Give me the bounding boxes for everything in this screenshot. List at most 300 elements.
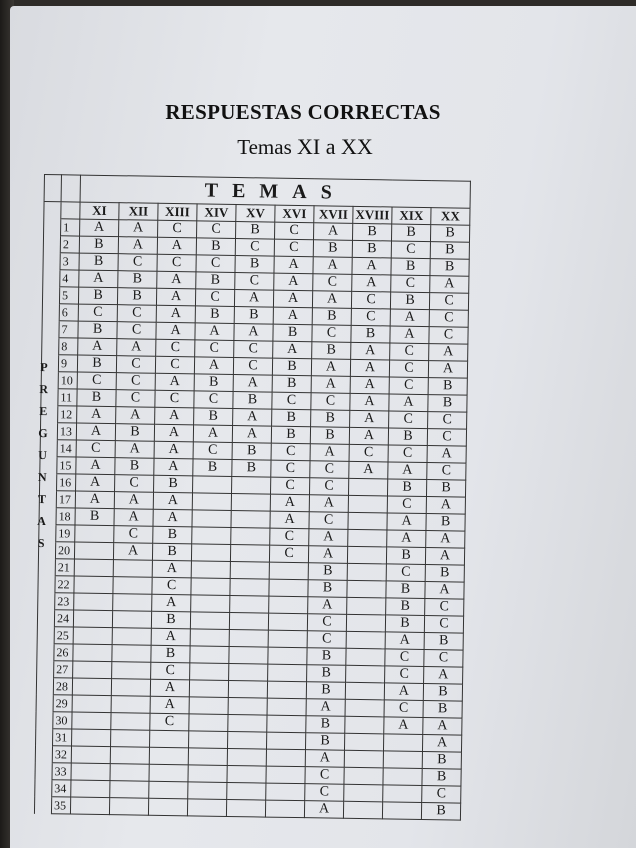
question-number: 11: [58, 389, 77, 406]
answer-cell: A: [77, 406, 116, 424]
answer-cell: A: [309, 495, 348, 513]
answer-cell: A: [306, 699, 345, 717]
question-number: 18: [56, 508, 75, 525]
answer-cell: C: [155, 390, 194, 408]
side-cell: [44, 219, 61, 236]
question-number: 20: [55, 542, 74, 559]
answer-cell: A: [428, 361, 467, 379]
answer-cell: C: [388, 445, 427, 463]
answer-cell: [113, 594, 152, 612]
answer-cell: [348, 478, 387, 496]
page-title: RESPUESTAS CORRECTAS: [165, 100, 441, 124]
answer-cell: B: [194, 374, 233, 392]
answer-cell: [229, 629, 268, 647]
answer-cell: [229, 612, 268, 630]
answer-cell: A: [387, 513, 426, 531]
answer-cell: C: [76, 440, 115, 458]
answer-cell: A: [314, 223, 353, 241]
question-number: 9: [58, 355, 77, 372]
side-cell: [37, 643, 54, 660]
answer-cell: C: [271, 477, 310, 495]
answer-cell: C: [429, 327, 468, 345]
answer-cell: C: [150, 713, 189, 731]
answer-cell: [344, 750, 383, 768]
answer-cell: [72, 678, 111, 696]
answer-cell: C: [391, 241, 430, 259]
answer-cell: C: [269, 545, 308, 563]
side-cell: [42, 320, 59, 337]
answer-cell: [266, 732, 305, 750]
side-cell: [36, 728, 53, 745]
answer-cell: B: [430, 225, 469, 243]
side-letter: R: [39, 381, 49, 397]
answer-cell: [189, 731, 228, 749]
answer-cell: B: [312, 308, 351, 326]
answer-cell: A: [76, 474, 115, 492]
question-number: 17: [56, 491, 75, 508]
answer-cell: [231, 510, 270, 528]
answer-cell: A: [233, 374, 272, 392]
answer-cell: C: [114, 526, 153, 544]
answer-cell: [269, 562, 308, 580]
answer-cell: [268, 613, 307, 631]
question-number: 32: [52, 746, 71, 763]
question-number: 14: [57, 440, 76, 457]
answer-cell: A: [80, 219, 119, 237]
answer-cell: B: [196, 238, 235, 256]
answer-cell: C: [384, 700, 423, 718]
answer-cell: A: [114, 509, 153, 527]
answer-cell: [73, 644, 112, 662]
answer-cell: A: [389, 394, 428, 412]
table-corner: [61, 175, 80, 202]
answer-cell: C: [275, 222, 314, 240]
answer-cell: A: [119, 220, 158, 238]
question-number: 12: [58, 406, 77, 423]
answer-cell: [268, 664, 307, 682]
answer-cell: B: [307, 665, 346, 683]
question-number: 3: [60, 253, 79, 270]
answer-cell: A: [352, 274, 391, 292]
answer-cell: [266, 783, 305, 801]
answer-cell: A: [350, 393, 389, 411]
answer-cell: A: [351, 342, 390, 360]
side-cell: [43, 269, 60, 286]
answer-cell: B: [77, 355, 116, 373]
answer-cell: C: [233, 358, 272, 376]
answer-cell: B: [426, 480, 465, 498]
answer-cell: [267, 681, 306, 699]
answer-cell: C: [391, 275, 430, 293]
answer-cell: [72, 729, 111, 747]
answer-cell: B: [79, 236, 118, 254]
question-number: 10: [58, 372, 77, 389]
answer-cell: A: [151, 628, 190, 646]
answer-cell: A: [385, 632, 424, 650]
answer-cell: C: [389, 377, 428, 395]
answer-cell: A: [310, 444, 349, 462]
question-number: 1: [61, 219, 80, 236]
answer-cell: A: [156, 322, 195, 340]
side-letter: T: [37, 491, 47, 507]
answer-cell: [345, 716, 384, 734]
answer-cell: [149, 764, 188, 782]
answer-cell: A: [308, 546, 347, 564]
answer-cell: [230, 595, 269, 613]
answer-cell: [346, 648, 385, 666]
side-cell: [35, 762, 52, 779]
answer-cell: [71, 763, 110, 781]
answer-cell: B: [422, 752, 461, 770]
answer-cell: A: [308, 597, 347, 615]
answer-cell: [187, 799, 226, 817]
answer-cell: A: [425, 548, 464, 566]
answer-cell: B: [273, 324, 312, 342]
answer-cell: B: [307, 648, 346, 666]
answer-cell: [231, 493, 270, 511]
answer-cell: B: [352, 223, 391, 241]
answer-table-body: [34, 219, 469, 821]
column-header: XIV: [197, 204, 236, 222]
question-number: 2: [60, 236, 79, 253]
side-cell: [35, 745, 52, 762]
question-number: 7: [59, 321, 78, 338]
answer-cell: C: [427, 429, 466, 447]
answer-cell: [227, 731, 266, 749]
answer-cell: A: [426, 497, 465, 515]
answer-cell: C: [235, 239, 274, 257]
answer-cell: A: [429, 344, 468, 362]
answer-cell: B: [272, 375, 311, 393]
answer-cell: B: [425, 565, 464, 583]
answer-cell: A: [156, 305, 195, 323]
page-subtitle: [215, 134, 395, 160]
side-letter: N: [37, 469, 47, 485]
answer-cell: [192, 493, 231, 511]
answer-cell: [347, 580, 386, 598]
answer-cell: [112, 611, 151, 629]
question-number: 8: [59, 338, 78, 355]
answer-cell: C: [310, 461, 349, 479]
answer-cell: A: [150, 679, 189, 697]
side-letter: P: [40, 359, 48, 375]
answer-cell: A: [349, 461, 388, 479]
answer-cell: [347, 546, 386, 564]
answer-cell: A: [78, 338, 117, 356]
answer-cell: C: [117, 322, 156, 340]
answer-cell: B: [118, 271, 157, 289]
answer-cell: B: [78, 287, 117, 305]
answer-cell: A: [234, 290, 273, 308]
answer-cell: A: [311, 359, 350, 377]
answer-cell: [348, 495, 387, 513]
answer-cell: A: [194, 357, 233, 375]
answer-cell: [268, 647, 307, 665]
column-header: XVIII: [353, 206, 392, 224]
question-number: 16: [57, 474, 76, 491]
answer-cell: A: [157, 237, 196, 255]
answer-cell: [228, 714, 267, 732]
answer-cell: A: [424, 667, 463, 685]
answer-cell: A: [274, 256, 313, 274]
answer-cell: B: [271, 426, 310, 444]
side-cell: [43, 252, 60, 269]
answer-cell: [269, 596, 308, 614]
answer-cell: [383, 768, 422, 786]
answer-cell: [74, 593, 113, 611]
answer-cell: [383, 734, 422, 752]
answer-cell: B: [308, 563, 347, 581]
answer-cell: [109, 798, 148, 816]
answer-cell: A: [153, 509, 192, 527]
answer-cell: [190, 663, 229, 681]
answer-cell: A: [422, 735, 461, 753]
column-header: XV: [236, 205, 275, 223]
answer-cell: A: [384, 683, 423, 701]
answer-cell: [227, 765, 266, 783]
answer-cell: C: [151, 662, 190, 680]
answer-cell: [148, 798, 187, 816]
answer-cell: A: [193, 425, 232, 443]
answer-cell: [71, 780, 110, 798]
answer-cell: [191, 544, 230, 562]
answer-cell: [188, 765, 227, 783]
answer-cell: B: [386, 547, 425, 565]
answer-cell: A: [352, 257, 391, 275]
answer-cell: B: [236, 222, 275, 240]
answer-cell: C: [387, 496, 426, 514]
answer-cell: B: [391, 224, 430, 242]
answer-cell: A: [427, 446, 466, 464]
answer-cell: B: [313, 240, 352, 258]
side-cell: [42, 286, 59, 303]
side-cell: [37, 626, 54, 643]
answer-cell: B: [422, 769, 461, 787]
answer-cell: A: [76, 423, 115, 441]
answer-cell: [74, 542, 113, 560]
question-number: 29: [53, 695, 72, 712]
answer-cell: [191, 578, 230, 596]
answer-cell: [111, 730, 150, 748]
answer-cell: [188, 748, 227, 766]
answer-cell: A: [390, 309, 429, 327]
column-header: XII: [119, 203, 158, 221]
answer-cell: [268, 630, 307, 648]
table-corner: [44, 202, 61, 219]
question-number: 4: [60, 270, 79, 287]
answer-cell: C: [425, 599, 464, 617]
answer-table-wrapper: [34, 174, 471, 821]
answer-cell: C: [390, 343, 429, 361]
answer-cell: A: [309, 529, 348, 547]
answer-cell: B: [387, 479, 426, 497]
table-corner: [44, 175, 61, 202]
answer-cell: A: [273, 341, 312, 359]
answer-cell: B: [424, 633, 463, 651]
answer-cell: B: [305, 733, 344, 751]
answer-cell: A: [273, 290, 312, 308]
answer-cell: C: [274, 239, 313, 257]
answer-cell: C: [309, 512, 348, 530]
answer-cell: A: [234, 324, 273, 342]
answer-cell: C: [271, 443, 310, 461]
answer-cell: C: [194, 391, 233, 409]
answer-cell: C: [351, 291, 390, 309]
answer-cell: B: [352, 240, 391, 258]
answer-cell: A: [195, 323, 234, 341]
answer-cell: C: [312, 325, 351, 343]
answer-cell: C: [305, 784, 344, 802]
side-letter: U: [38, 447, 48, 463]
column-header: XVI: [275, 205, 314, 223]
answer-cell: [73, 610, 112, 628]
answer-cell: C: [429, 310, 468, 328]
answer-cell: [111, 679, 150, 697]
question-number: 31: [53, 729, 72, 746]
answer-cell: C: [235, 273, 274, 291]
answer-cell: [111, 696, 150, 714]
side-cell: [34, 796, 51, 813]
answer-cell: C: [305, 767, 344, 785]
answer-cell: C: [272, 392, 311, 410]
answer-cell: C: [389, 411, 428, 429]
side-cell: [37, 609, 54, 626]
side-letter: G: [38, 425, 48, 441]
answer-cell: B: [117, 288, 156, 306]
answer-cell: B: [310, 427, 349, 445]
answer-cell: [348, 529, 387, 547]
column-header: XIII: [158, 203, 197, 221]
answer-cell: A: [349, 427, 388, 445]
answer-cell: C: [309, 478, 348, 496]
answer-cell: C: [424, 650, 463, 668]
answer-cell: [111, 713, 150, 731]
table-corner: [61, 202, 80, 219]
answer-cell: [190, 646, 229, 664]
subtitle-prefix: Temas: [237, 135, 292, 159]
answer-cell: A: [75, 491, 114, 509]
answer-cell: B: [391, 258, 430, 276]
answer-cell: B: [306, 682, 345, 700]
answer-cell: C: [116, 390, 155, 408]
answer-cell: [231, 527, 270, 545]
answer-cell: A: [305, 750, 344, 768]
answer-cell: [229, 646, 268, 664]
answer-cell: [192, 527, 231, 545]
answer-cell: B: [272, 358, 311, 376]
answer-cell: A: [150, 696, 189, 714]
side-cell: [42, 337, 59, 354]
answer-cell: A: [155, 407, 194, 425]
answer-cell: [229, 663, 268, 681]
answer-cell: [71, 746, 110, 764]
answer-cell: [73, 627, 112, 645]
question-number: 15: [57, 457, 76, 474]
answer-cell: [345, 699, 384, 717]
answer-cell: [149, 781, 188, 799]
answer-cell: [344, 733, 383, 751]
answer-cell: A: [273, 307, 312, 325]
side-cell: [37, 660, 54, 677]
answer-cell: [347, 563, 386, 581]
question-number: 25: [54, 627, 73, 644]
answer-cell: A: [304, 801, 343, 819]
answer-cell: C: [307, 631, 346, 649]
answer-cell: B: [423, 684, 462, 702]
answer-cell: A: [114, 492, 153, 510]
answer-cell: [110, 764, 149, 782]
answer-cell: B: [430, 242, 469, 260]
answer-cell: A: [152, 560, 191, 578]
answer-cell: A: [430, 276, 469, 294]
answer-cell: B: [153, 526, 192, 544]
answer-cell: [112, 628, 151, 646]
answer-cell: B: [233, 391, 272, 409]
question-number: 5: [59, 287, 78, 304]
answer-cell: C: [197, 221, 236, 239]
answer-cell: A: [116, 407, 155, 425]
answer-cell: [149, 747, 188, 765]
answer-cell: A: [311, 376, 350, 394]
question-number: 26: [54, 644, 73, 661]
answer-cell: C: [117, 305, 156, 323]
question-number: 28: [53, 678, 72, 695]
answer-table: [34, 174, 471, 821]
answer-cell: A: [153, 492, 192, 510]
answer-cell: B: [234, 307, 273, 325]
answer-cell: C: [427, 463, 466, 481]
question-number: 27: [54, 661, 73, 678]
answer-cell: C: [428, 412, 467, 430]
answer-cell: [344, 767, 383, 785]
answer-cell: A: [384, 717, 423, 735]
answer-cell: C: [234, 341, 273, 359]
answer-cell: A: [350, 359, 389, 377]
answer-cell: B: [311, 410, 350, 428]
answer-cell: [110, 747, 149, 765]
answer-cell: C: [424, 616, 463, 634]
side-cell: [38, 592, 55, 609]
answer-cell: B: [351, 325, 390, 343]
answer-cell: A: [270, 511, 309, 529]
answer-cell: C: [422, 786, 461, 804]
answer-cell: [74, 576, 113, 594]
answer-cell: A: [154, 458, 193, 476]
answer-cell: B: [386, 581, 425, 599]
answer-cell: A: [118, 237, 157, 255]
answer-cell: A: [155, 373, 194, 391]
side-cell: [43, 236, 60, 253]
answer-cell: [382, 802, 421, 820]
answer-cell: C: [313, 274, 352, 292]
answer-cell: [266, 749, 305, 767]
answer-cell: [230, 578, 269, 596]
side-cell: [36, 711, 53, 728]
answer-cell: [193, 476, 232, 494]
answer-cell: [188, 782, 227, 800]
answer-cell: C: [155, 356, 194, 374]
answer-cell: A: [388, 462, 427, 480]
answer-cell: A: [76, 457, 115, 475]
answer-cell: B: [385, 615, 424, 633]
question-number: 22: [55, 576, 74, 593]
answer-cell: [346, 631, 385, 649]
side-cell: [38, 575, 55, 592]
answer-cell: A: [152, 594, 191, 612]
answer-cell: B: [78, 321, 117, 339]
answer-cell: [228, 697, 267, 715]
answer-cell: B: [79, 253, 118, 271]
